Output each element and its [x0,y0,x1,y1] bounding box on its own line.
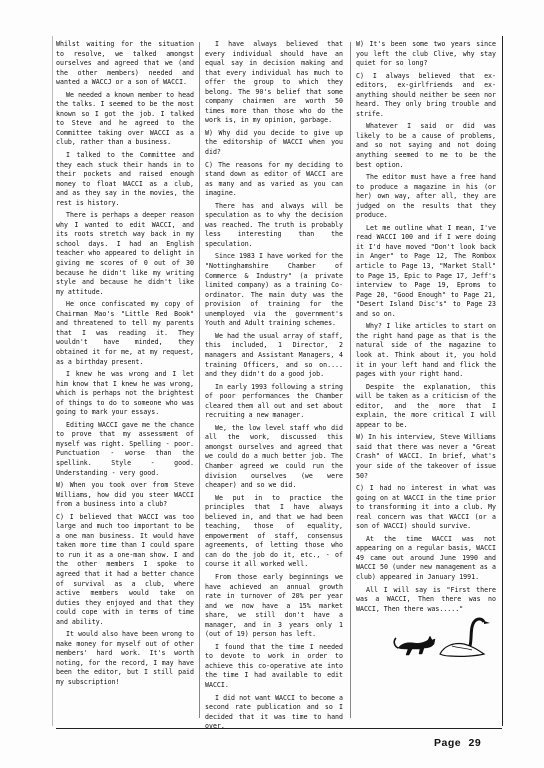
paragraph: We put in to practice the principles that I have always believed in, and that we had been teaching, those of equality, empowerment of staff, consensus agreements, of letting those who can do the job do it, etc., - of course it all worked well. [205,493,343,569]
paragraph: Despite the explanation, this will be taken as a criticism of the editor, and the more that I explain, the more critical I will appear to be. [356,382,496,429]
text-column-right [356,40,496,617]
paragraph: There is perhaps a deeper reason why I wanted to edit WACCI, and its roots stretch way back in my school days. I had an English teacher who appeared to delight in giving me scores of 0 out of 30 because he didn't like my writing style and because he didn't like my attitude. [56,211,194,296]
page-right-border [502,36,503,726]
interview-answer: C) I always believed that ex-editors, ex-girlfriends and ex-anything should neither be seen nor heard. They only bring trouble and strife. [356,71,496,118]
paragraph: I talked to the Committee and they each stuck their hands in to their pockets and raised enough money to float WACCI as a club, and as they say in the movies, the rest is history. [56,151,194,207]
paragraph: I did not want WACCI to become a second rate publication and so I decided that it was time to hand over. [205,693,343,731]
interview-question: W) When you took over from Steve Williams, how did you steer WACCI from a business into a club? [56,481,194,509]
paragraph: There has and always will be speculation as to why the decision was reached. The truth is probably less interesting than the speculation. [205,201,343,248]
paragraph: We had the usual array of staff, this included, 1 Director, 2 managers and Assistant Managers, 4 training Officers, and so on.... and they didn't do a good job. [205,331,343,379]
page-bottom-rule [56,728,502,729]
paragraph: Whatever I said or did was likely to be a cause of problems, and so not saying and not doing anything seemed to me to be the best option. [356,122,496,169]
paragraph: I have always believed that every individual should have an equal say in decision making and that every individual has much to offer the group to which they belong. The 90's belief that some company chairmen are worth 50 times more than those who do the work is, in my opinion, garbage. [205,40,343,125]
interview-question: W) In his interview, Steve Williams said that there was never a "Great Crash" of WACCI. In brief, what's your side of the takeover of issue 50? [356,433,496,480]
paragraph: He once confiscated my copy of Chairman Mao's "Little Red Book" and threatened to tell my parents that I was reading it. They wouldn't have minded, they obtained it for me, at my request, as a birthday present. [56,300,194,366]
paragraph: Whilst waiting for the situation to resolve, we talked amongst ourselves and agreed that we (and the other members) needed and wanted a WACCJ or a son of WACCI. [56,40,194,87]
page-label: Page [434,737,462,749]
paragraph: In early 1993 following a string of poor performances the Chamber cleared them all out and set about recruiting a new manager. [205,382,343,420]
interview-answer: C) I had no interest in what was going on at WACCI in the time prior to transforming it into a club. My real concern was that WACCI (or a son of WACCI) should survive. [356,484,496,531]
paragraph: At the time WACCI was not appearing on a regular basis, WACCI 49 came out around June 1990 and WACCI 50 (under new management as a club) appeared in January 1991. [356,534,496,581]
text-column-middle [205,40,343,735]
interview-question: W) Why did you decide to give up the editorship of WACCI when you did? [205,128,343,157]
cat-and-goose-drawing-icon [392,610,492,660]
paragraph: The editor must have a free hand to produce a magazine in his (or her) own way, after all, they are judged on the results that they produce. [356,173,496,220]
column-divider-2 [350,42,351,718]
text-column-left [56,40,194,691]
paragraph: I found that the time I needed to devote to work in order to achieve this co-operative ate into the time I had available to edit WACCI. [205,642,343,689]
paragraph: All I will say is "First there was a WACCI, Then there was no WACCI, Then there was....." [356,585,496,613]
interview-answer: C) The reasons for my deciding to stand down as editor of WACCI are as many and as varied as you can imagine. [205,160,343,198]
page-left-edge [52,36,53,726]
paragraph: Why? I like articles to start on the right hand page as that is the natural side of the magazine to look at. Think about it, you hold it in your left hand and flick the pages with your right hand. [356,322,496,379]
paragraph: It would also have been wrong to make money for myself out of other members' hard work. It's worth noting, for the record, I may have been the editor, but I still paid my subscription! [56,630,194,686]
paragraph: Let me outline what I mean, I've read WACCI 100 and if I were doing it I'd have moved "Don't look back in Anger" to Page 12, The Rombox article to Page 13, "Market Stall" to Page 15, Epic to Page 17, Jeff's interview to Page 19, Eproms to Page 20, "Good Enough" to Page 21, "Desert Island Disc's" to Page 23 and so on. [356,223,496,318]
paragraph: From those early beginnings we have achieved an annual growth rate in turnover of 20% per year and we now have a 15% market share, we still don't have a manager, and in 3 years only 1 (out of 19) person has left. [205,572,343,639]
page-number-footer [430,737,481,749]
page-number: 29 [468,737,482,749]
paragraph: We needed a known member to head the talks. I seemed to be the most known so I got the job. I talked to Steve and he agreed to the Committee taking over WACCI as a club, rather than a business. [56,90,194,147]
paragraph: Editing WACCI gave me the chance to prove that my assessment of myself was right. Spelling - poor. Punctuation - worse than the spellink. Style - good. Understanding - very good. [56,420,194,477]
paragraph: Since 1983 I have worked for the "Nottinghamshire Chamber of Commerce & Industry" (a private limited company) as a training Co-ordinator. The main duty was the provision of training for the unemployed via the government's Youth and Adult training schemes. [205,252,343,328]
column-divider-1 [199,42,200,718]
paragraph: We, the low level staff who did all the work, discussed this amongst ourselves and agreed that we could do a much better job. The Chamber agreed we could run the division ourselves (we were cheaper) and so we did. [205,423,343,490]
paragraph: I knew he was wrong and I let him know that I knew he was wrong, which is perhaps not the brightest of things to do to someone who was going to mark your essays. [56,370,194,417]
interview-answer: C) I believed that WACCI was too large and much too important to be a one man business. It would have taken more time than I could spare to run it as a one-man show. I and the other members I spoke to agreed that it had a better chance of survival as a club, where active members would take on duties they enjoyed and that they could cope with in terms of time and ability. [56,512,194,626]
interview-question: W) It's been some two years since you left the club Clive, why stay quiet for so long? [356,40,496,68]
